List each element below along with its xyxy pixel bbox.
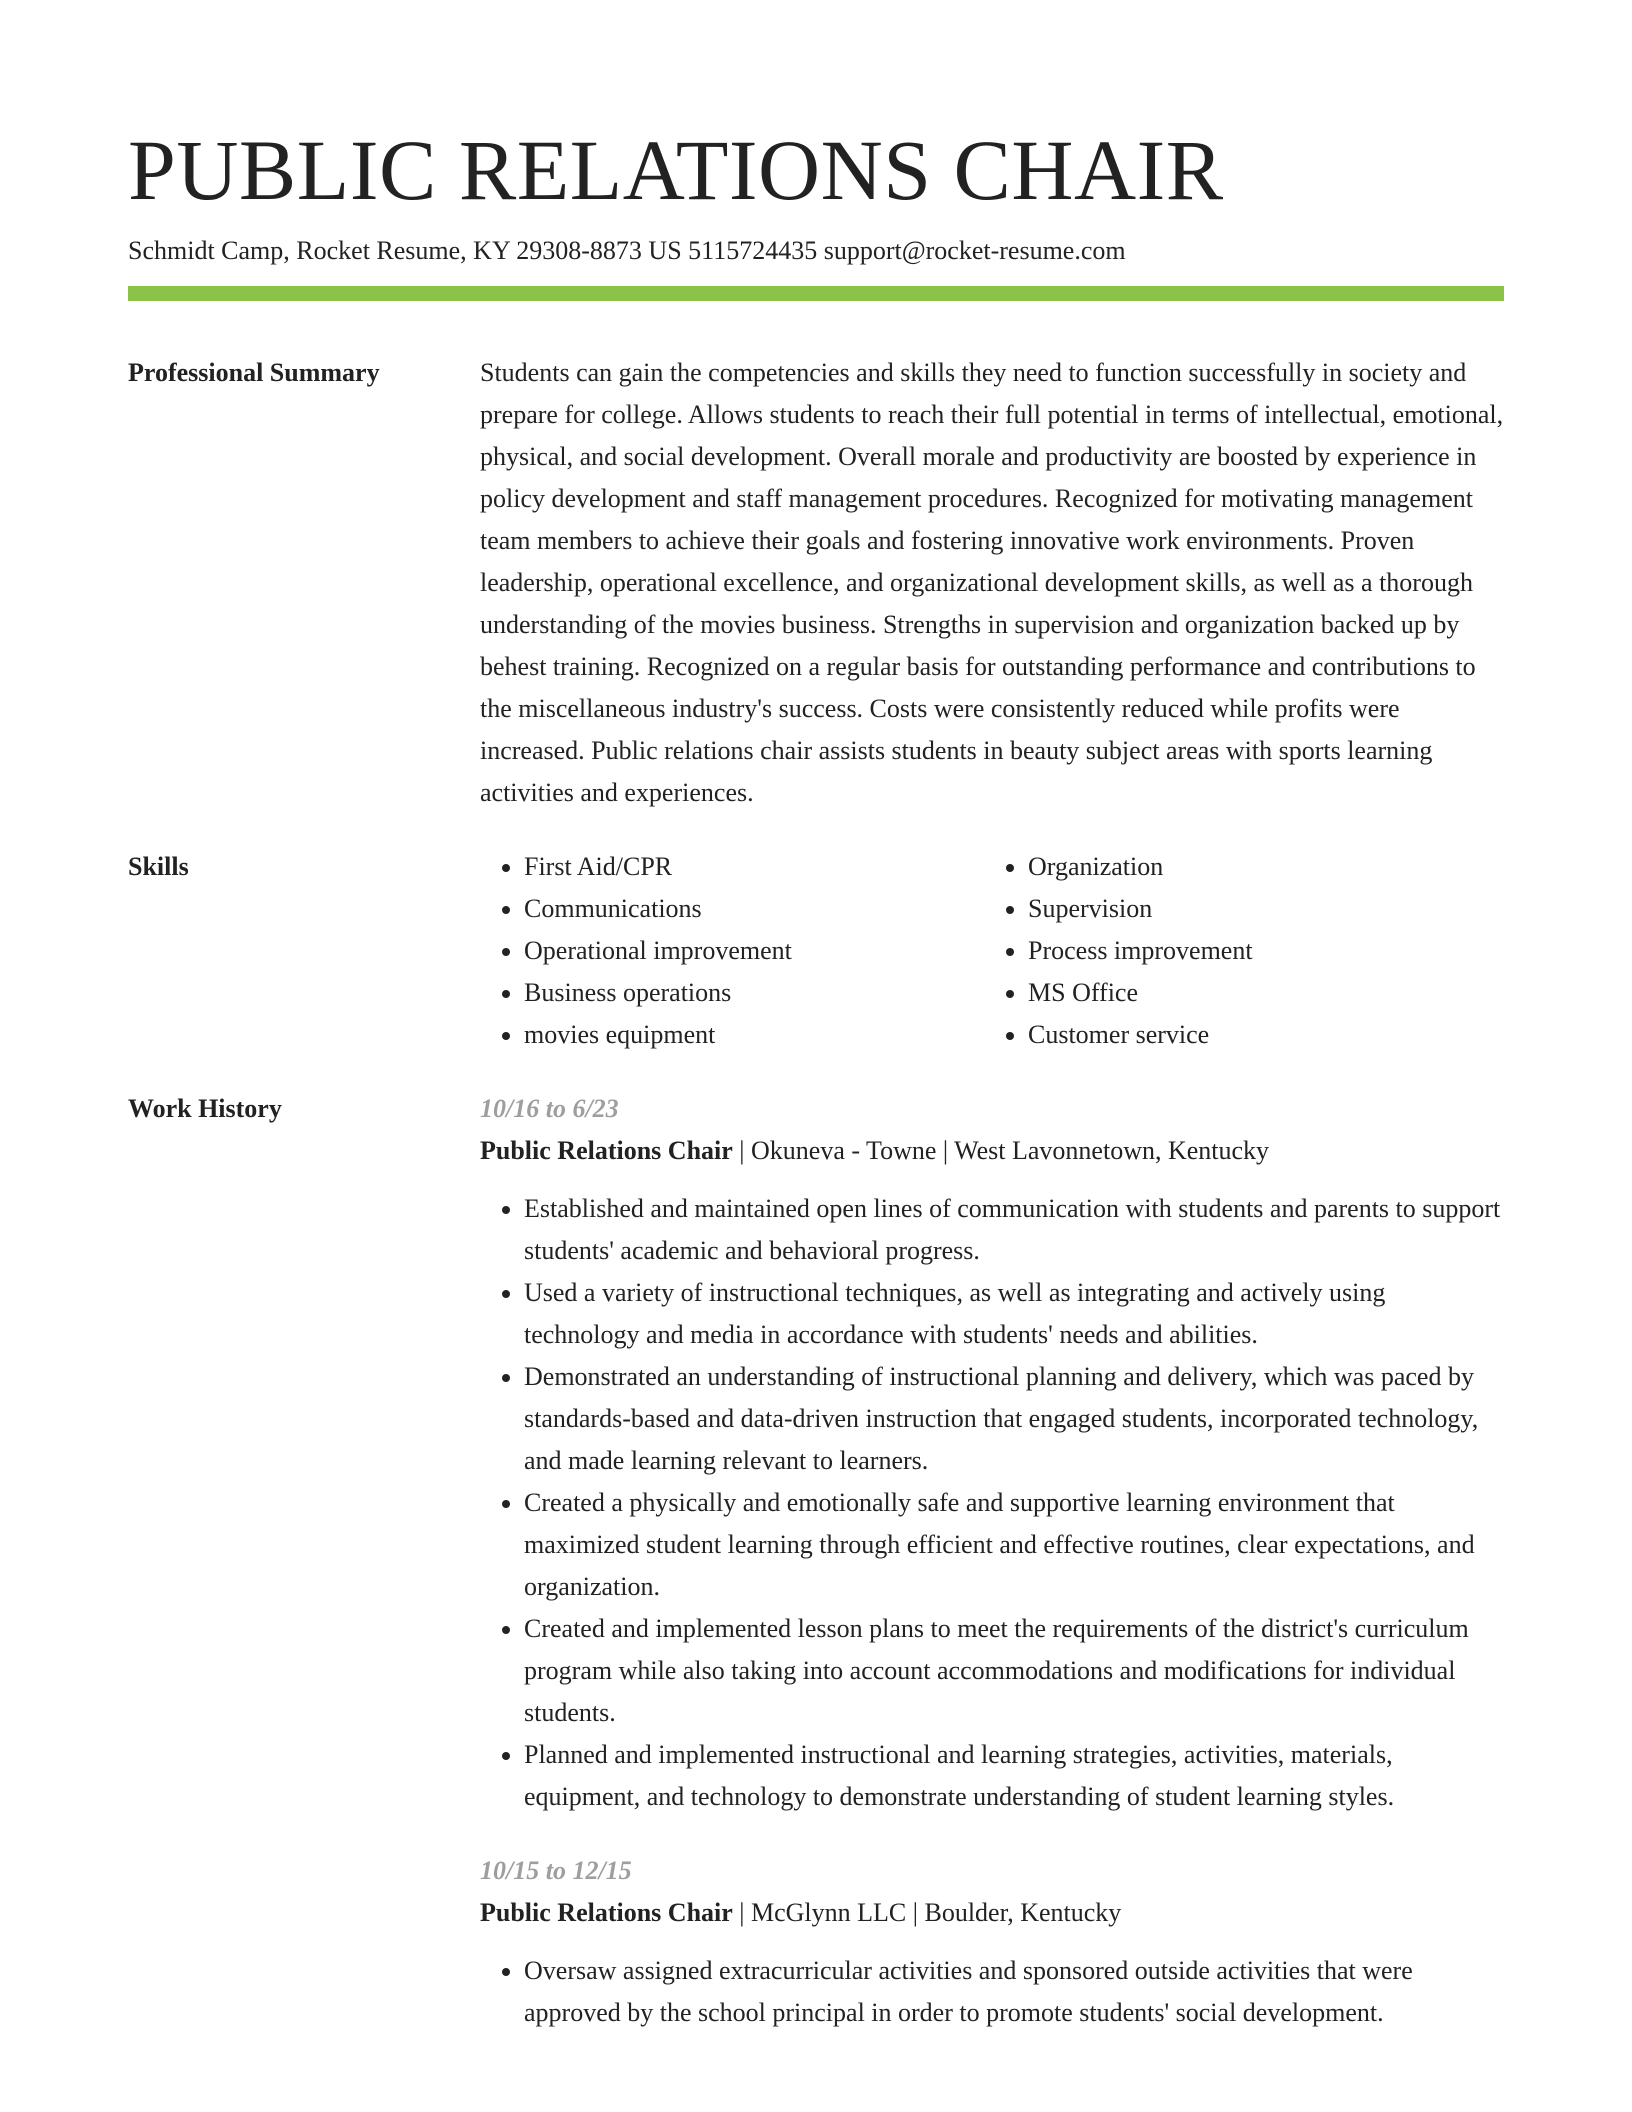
contact-line: Schmidt Camp, Rocket Resume, KY 29308-8873 US 5115724435 support@rocket-resume.com [128,236,1126,265]
job-bullet: • Used a variety of instructional techniques, as well as integrating and actively using technology and media in accordance with students' needs and abilities. [524,1272,1504,1356]
skill-item: • Operational improvement [524,930,984,972]
summary-section [128,352,1504,814]
work-history-heading: Work History [128,1094,282,1123]
job-entry [480,1850,1504,2034]
skill-item: • MS Office [1028,972,1488,1014]
skills-heading: Skills [128,852,189,881]
job-heading [480,1130,1504,1172]
skills-columns [480,846,1504,1056]
skill-item: • Supervision [1028,888,1488,930]
job-heading [480,1892,1504,1934]
skill-item: • First Aid/CPR [524,846,984,888]
job-details: | Okuneva - Towne | West Lavonnetown, Kentucky [732,1136,1270,1165]
job-entry [480,1088,1504,1818]
job-bullets [480,1950,1504,2034]
skill-item: • Organization [1028,846,1488,888]
job-bullet: • Oversaw assigned extracurricular activities and sponsored outside activities that were approved by the school principal in order to promote students' social development. [524,1950,1504,2034]
resume-page [128,0,1504,2034]
skills-column-right [984,846,1488,1056]
job-bullet: • Planned and implemented instructional and learning strategies, activities, materials, equipment, and technology to demonstrate understanding of student learning styles. [524,1734,1504,1818]
accent-divider [128,286,1504,301]
job-title: Public Relations Chair [480,1898,733,1927]
job-bullets [480,1188,1504,1818]
summary-heading: Professional Summary [128,358,380,387]
skill-item: • Customer service [1028,1014,1488,1056]
skills-section [128,846,1504,1056]
job-bullet: • Established and maintained open lines of communication with students and parents to support students' academic and behavioral progress. [524,1188,1504,1272]
job-title: Public Relations Chair [480,1136,733,1165]
job-details: | McGlynn LLC | Boulder, Kentucky [732,1898,1122,1927]
skill-item: • Business operations [524,972,984,1014]
work-history-section [128,1088,1504,2034]
summary-text: Students can gain the competencies and skills they need to function successfully in society and prepare for college. Allows students to reach their full potential in terms of intellectual, emotional, physical, and social development. Overall morale and productivity are boosted by experience in policy development and staff management procedures. Recognized for motivating management team members to achieve their goals and fostering innovative work environments. Proven leadership, operational excellence, and organizational development skills, as well as a thorough understanding of the movies business. Strengths in supervision and organization backed up by behest training. Recognized on a regular basis for outstanding performance and contributions to the miscellaneous industry's success. Costs were consistently reduced while profits were increased. Public relations chair assists students in beauty subject areas with sports learning activities and experiences. [480,358,1504,807]
work-history-body [480,1088,1504,2034]
skills-column-left [480,846,984,1056]
resume-name: PUBLIC RELATIONS CHAIR [128,122,1224,218]
skill-item: • Communications [524,888,984,930]
job-bullet: • Created and implemented lesson plans to meet the requirements of the district's curriculum program while also taking into account accommodations and modifications for individual students. [524,1608,1504,1734]
job-bullet: • Created a physically and emotionally safe and supportive learning environment that maximized student learning through efficient and effective routines, clear expectations, and organization. [524,1482,1504,1608]
job-bullet: • Demonstrated an understanding of instructional planning and delivery, which was paced by standards-based and data-driven instruction that engaged students, incorporated technology, and made learning relevant to learners. [524,1356,1504,1482]
job-dates: 10/15 to 12/15 [480,1856,632,1885]
skill-item: • movies equipment [524,1014,984,1056]
skill-item: • Process improvement [1028,930,1488,972]
job-dates: 10/16 to 6/23 [480,1094,619,1123]
